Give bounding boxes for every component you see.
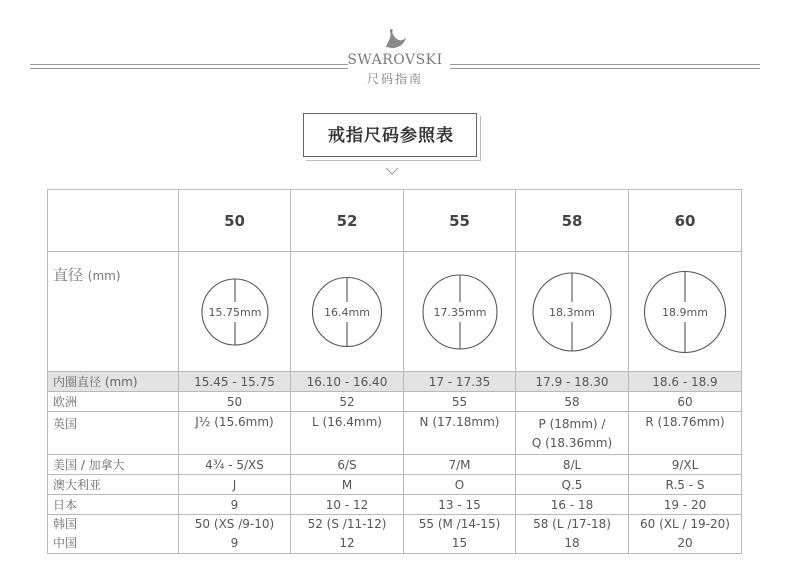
ring-cell	[404, 252, 516, 372]
table-cell: R.5 - S	[629, 475, 742, 495]
korea-value: 55 (M /14-15)	[418, 517, 501, 531]
korea-china-row	[48, 515, 742, 554]
table-cell: O	[404, 475, 516, 495]
chevron-down-icon	[385, 166, 399, 176]
table-cell: 60	[629, 392, 742, 412]
size-header: 55	[404, 190, 516, 252]
row-label: 欧洲	[48, 392, 179, 412]
table-cell: 15.45 - 15.75	[179, 372, 291, 392]
header-rule-left-2	[30, 68, 348, 69]
table-cell: 13 - 15	[404, 495, 516, 515]
ring-cell	[179, 252, 291, 372]
table-cell: 4¾ - 5/XS	[179, 455, 291, 475]
table-cell: Q.5	[516, 475, 629, 495]
ring-size-table	[47, 189, 742, 554]
table-cell: 17 - 17.35	[404, 372, 516, 392]
table-cell: 58	[516, 392, 629, 412]
table-cell: M	[291, 475, 404, 495]
row-label: 内圈直径 (mm)	[48, 372, 179, 392]
china-value: 9	[230, 536, 239, 550]
ring-diagram	[531, 270, 613, 354]
row-label: 英国	[48, 412, 179, 455]
ring-diameter-text: 15.75mm	[208, 305, 261, 319]
ring-diameter-text: 16.4mm	[324, 305, 370, 319]
table-cell: 55	[404, 392, 516, 412]
table-cell: 10 - 12	[291, 495, 404, 515]
ring-diagram	[310, 272, 384, 352]
size-header: 58	[516, 190, 629, 252]
ring-diagram	[200, 272, 270, 352]
korea-value: 52 (S /11-12)	[307, 517, 387, 531]
korea-value: 60 (XL / 19-20)	[640, 517, 730, 531]
size-header-row	[48, 190, 742, 252]
ring-diameter-text: 18.9mm	[662, 305, 708, 319]
table-cell: 19 - 20	[629, 495, 742, 515]
corner-cell	[48, 190, 179, 252]
europe-row	[48, 392, 742, 412]
table-cell	[291, 515, 404, 554]
cell-line: P (18mm) /	[538, 417, 606, 431]
table-cell: L (16.4mm)	[291, 412, 404, 455]
korea-value: 50 (XS /9-10)	[194, 517, 275, 531]
china-value: 20	[677, 536, 693, 550]
row-label-china: 中国	[53, 536, 78, 550]
diameter-unit: (mm)	[87, 269, 121, 283]
size-header: 52	[291, 190, 404, 252]
size-header: 60	[629, 190, 742, 252]
row-label: 日本	[48, 495, 179, 515]
row-label-korea: 韩国	[53, 517, 78, 531]
diameter-label: 直径	[53, 266, 84, 284]
table-cell: J	[179, 475, 291, 495]
size-header: 50	[179, 190, 291, 252]
header-rule-left	[30, 64, 348, 65]
uk-row	[48, 412, 742, 455]
inner-diameter-row	[48, 372, 742, 392]
diameter-label-cell	[48, 252, 179, 372]
table-cell: 16 - 18	[516, 495, 629, 515]
header-rule-right-2	[450, 68, 760, 69]
china-value: 18	[564, 536, 580, 550]
table-cell: 9/XL	[629, 455, 742, 475]
table-cell: J½ (15.6mm)	[179, 412, 291, 455]
table-cell: 9	[179, 495, 291, 515]
table-cell: 18.6 - 18.9	[629, 372, 742, 392]
page-title: 戒指尺码参照表	[328, 126, 454, 146]
china-value: 15	[451, 536, 468, 550]
table-cell	[179, 515, 291, 554]
china-value: 12	[339, 536, 355, 550]
table-cell: 8/L	[516, 455, 629, 475]
table-cell: 52	[291, 392, 404, 412]
row-label: 澳大利亚	[48, 475, 179, 495]
ring-cell	[291, 252, 404, 372]
table-cell	[516, 515, 629, 554]
table-cell: 6/S	[291, 455, 404, 475]
header-rule-right	[450, 64, 760, 65]
us-canada-row	[48, 455, 742, 475]
title-box	[303, 113, 477, 157]
table-cell: R (18.76mm)	[629, 412, 742, 455]
table-cell	[516, 412, 629, 455]
table-cell: 7/M	[404, 455, 516, 475]
table-cell: 17.9 - 18.30	[516, 372, 629, 392]
brand-subtitle: 尺码指南	[366, 72, 423, 86]
table-cell	[404, 515, 516, 554]
table-cell: 50	[179, 392, 291, 412]
table-cell: N (17.18mm)	[404, 412, 516, 455]
diameter-row	[48, 252, 742, 372]
brand-name: SWAROVSKI	[347, 52, 443, 68]
ring-diagram	[643, 269, 727, 355]
ring-diameter-text: 17.35mm	[433, 305, 486, 319]
ring-cell	[629, 252, 742, 372]
swan-logo-icon	[380, 27, 408, 51]
ring-diagram	[421, 271, 499, 353]
row-label	[48, 515, 179, 554]
japan-row	[48, 495, 742, 515]
table-cell: 16.10 - 16.40	[291, 372, 404, 392]
row-label: 美国 / 加拿大	[48, 455, 179, 475]
ring-diameter-text: 18.3mm	[549, 305, 595, 319]
korea-value: 58 (L /17-18)	[533, 517, 611, 531]
australia-row	[48, 475, 742, 495]
table-cell	[629, 515, 742, 554]
ring-cell	[516, 252, 629, 372]
cell-line: Q (18.36mm)	[531, 436, 613, 450]
